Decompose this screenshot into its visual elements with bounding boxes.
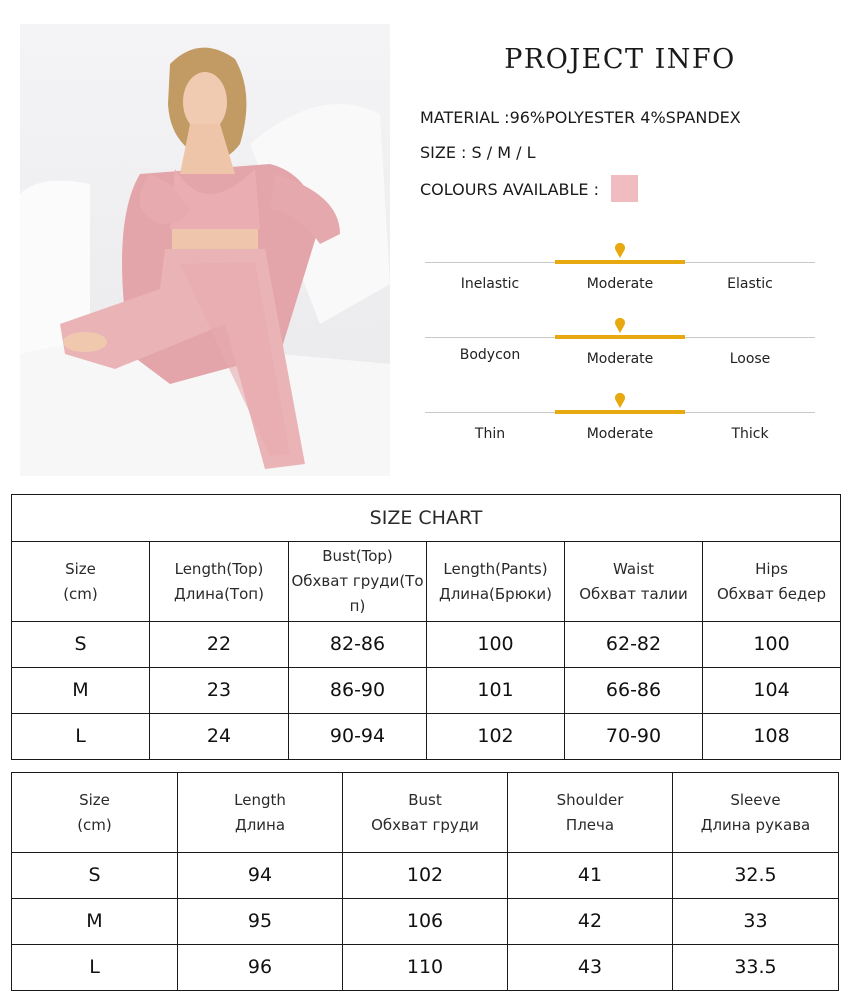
table-cell: S <box>12 622 150 668</box>
table-cell: 33 <box>673 899 839 945</box>
table-row <box>12 853 839 899</box>
table-cell: 106 <box>343 899 508 945</box>
scale-left-label: Inelastic <box>460 276 520 292</box>
table-cell: 33.5 <box>673 945 839 991</box>
table-header-row <box>12 773 839 853</box>
size-info: SIZE : S / M / L <box>420 143 536 162</box>
fit-scale <box>425 317 815 377</box>
table-cell: 42 <box>508 899 673 945</box>
size-chart-caption: SIZE CHART <box>12 495 841 542</box>
table-cell: 110 <box>343 945 508 991</box>
table-cell: M <box>12 668 150 714</box>
thickness-scale <box>425 392 815 452</box>
table-cell: 23 <box>150 668 289 714</box>
table-cell: 102 <box>427 714 565 760</box>
table-cell: 94 <box>178 853 343 899</box>
table-cell: 82-86 <box>289 622 427 668</box>
location-pin-icon <box>614 242 626 258</box>
table-cell: 43 <box>508 945 673 991</box>
header-cell: Sleeve Длина рукава <box>673 773 839 853</box>
table-cell: 86-90 <box>289 668 427 714</box>
table-cell: 62-82 <box>565 622 703 668</box>
header-cell: Length Длина <box>178 773 343 853</box>
table-cell: 104 <box>703 668 841 714</box>
scale-right-label: Elastic <box>727 276 773 292</box>
scale-highlight <box>555 260 685 264</box>
robe-size-table <box>11 772 839 991</box>
table-cell: 22 <box>150 622 289 668</box>
table-cell: 24 <box>150 714 289 760</box>
elasticity-scale <box>425 242 815 302</box>
table-cell: 32.5 <box>673 853 839 899</box>
table-cell: L <box>12 945 178 991</box>
table-row <box>12 945 839 991</box>
header-cell: Length(Top) Длина(Топ) <box>150 542 289 622</box>
model-photo <box>20 24 390 476</box>
table-cell: 70-90 <box>565 714 703 760</box>
table-cell: 100 <box>703 622 841 668</box>
header-cell: Size (cm) <box>12 542 150 622</box>
table-cell: 108 <box>703 714 841 760</box>
colours-available <box>420 177 638 202</box>
table-cell: 41 <box>508 853 673 899</box>
header-cell: Bust(Top) Обхват груди(Топ) <box>289 542 427 622</box>
size-chart-table <box>11 494 841 760</box>
location-pin-icon <box>614 392 626 408</box>
material-info: MATERIAL :96%POLYESTER 4%SPANDEX <box>420 108 741 127</box>
table-cell: M <box>12 899 178 945</box>
table-cell: 90-94 <box>289 714 427 760</box>
location-pin-icon <box>614 317 626 333</box>
header-cell: Length(Pants) Длина(Брюки) <box>427 542 565 622</box>
scale-highlight <box>555 410 685 414</box>
scale-left-label: Thin <box>474 426 506 442</box>
header-cell: Size (cm) <box>12 773 178 853</box>
table-cell: 95 <box>178 899 343 945</box>
header-cell: Shoulder Плеча <box>508 773 673 853</box>
table-cell: 101 <box>427 668 565 714</box>
table-row <box>12 668 841 714</box>
scale-right-label: Loose <box>729 351 771 367</box>
table-cell: 66-86 <box>565 668 703 714</box>
scale-highlight <box>555 335 685 339</box>
table-cell: 96 <box>178 945 343 991</box>
scale-middle-label: Moderate <box>586 351 654 367</box>
table-row <box>12 899 839 945</box>
header-cell: Hips Обхват бедер <box>703 542 841 622</box>
scale-left-label: Bodycon <box>459 347 521 363</box>
table-cell: S <box>12 853 178 899</box>
scale-middle-label: Moderate <box>586 276 654 292</box>
table-header-row <box>12 542 841 622</box>
table-cell: 102 <box>343 853 508 899</box>
scale-middle-label: Moderate <box>586 426 654 442</box>
project-info-title: PROJECT INFO <box>504 44 736 75</box>
scale-right-label: Thick <box>731 426 769 442</box>
table-cell: L <box>12 714 150 760</box>
table-row <box>12 622 841 668</box>
header-cell: Waist Обхват талии <box>565 542 703 622</box>
table-cell: 100 <box>427 622 565 668</box>
colour-swatch-pink <box>611 175 638 202</box>
table-row <box>12 714 841 760</box>
colours-label: COLOURS AVAILABLE : <box>420 180 599 199</box>
header-cell: Bust Обхват груди <box>343 773 508 853</box>
